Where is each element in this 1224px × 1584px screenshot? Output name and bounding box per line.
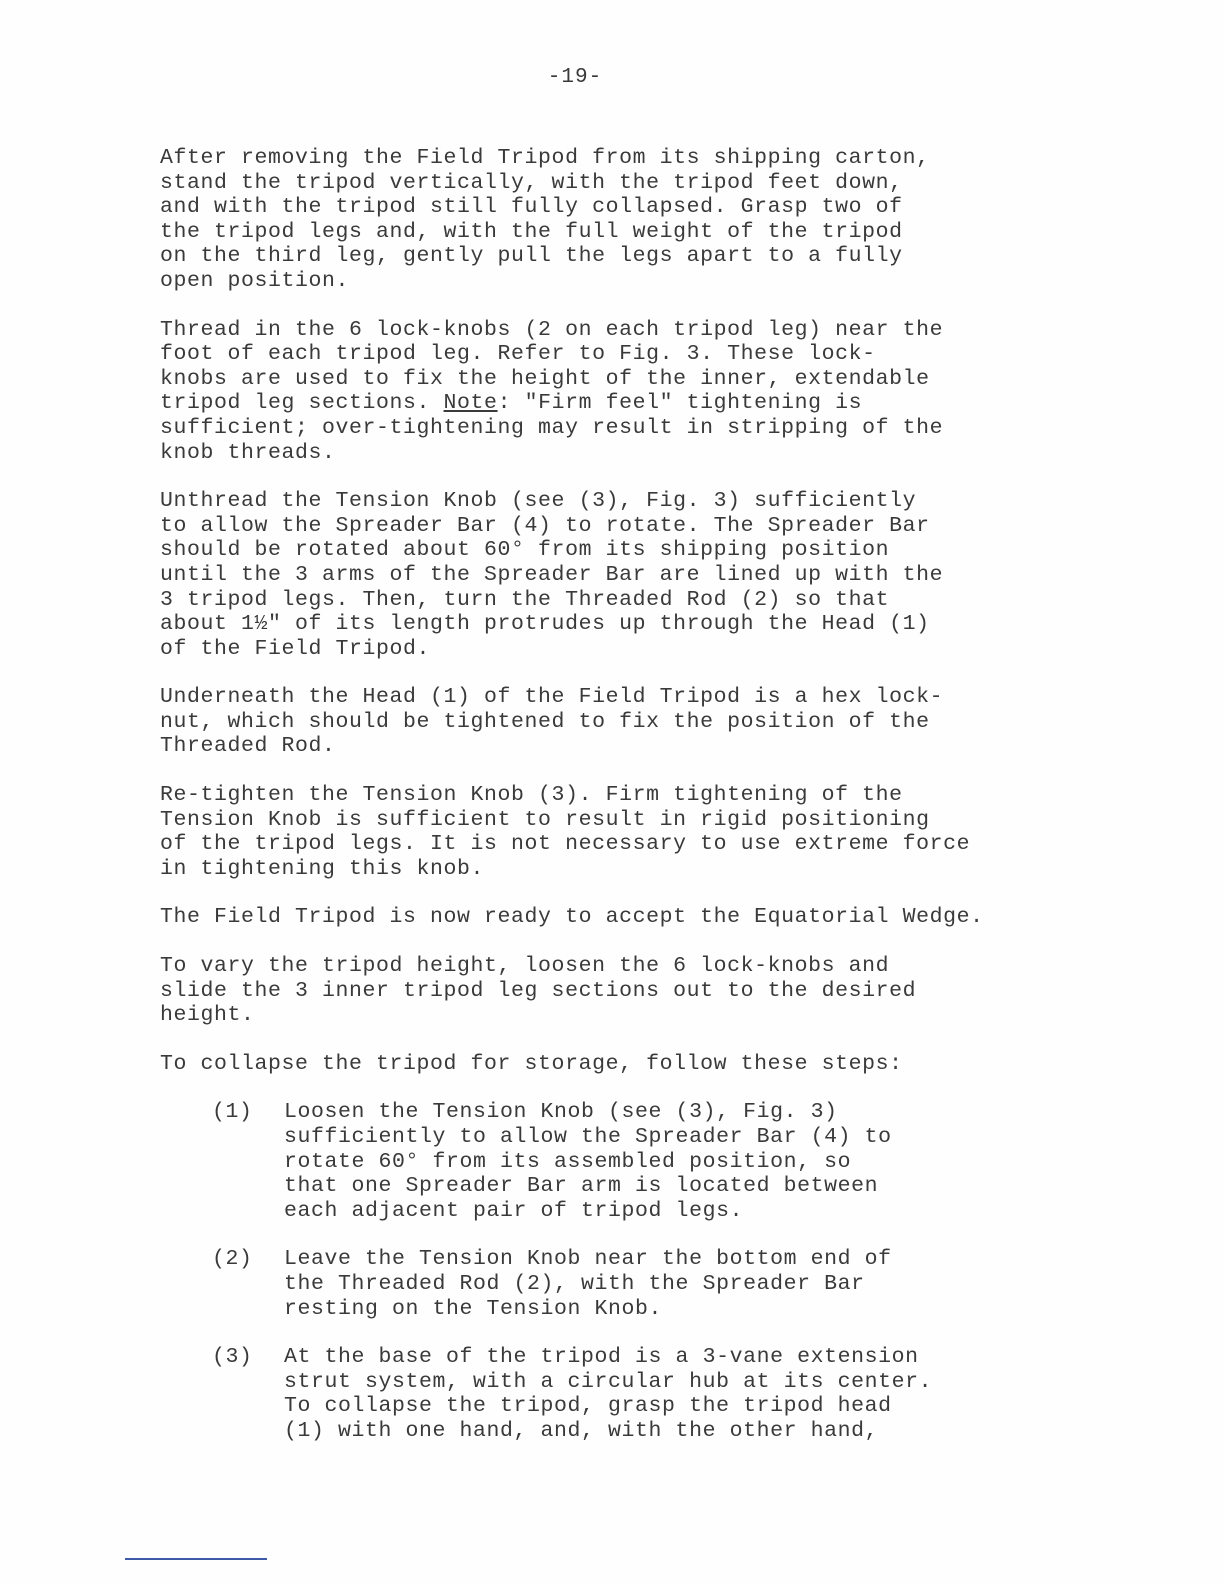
collapse-steps-list — [160, 1100, 1100, 1443]
paragraph-retighten: Re-tighten the Tension Knob (3). Firm tightening of the Tension Knob is sufficient to result in rigid positioning of the tripod legs. It is not necessary to use extreme force in tightening this knob. — [160, 783, 971, 881]
paragraph-lock-knobs — [160, 318, 1100, 466]
paragraph-lock-knobs-after: : "Firm feel" tightening is sufficient; over-tightening may result in stripping of the knob threads. — [160, 391, 944, 465]
paragraph-hex-locknut: Underneath the Head (1) of the Field Tripod is a hex lock- nut, which should be tightened to fix the position of the Threaded Rod. — [160, 685, 944, 759]
step-text: Loosen the Tension Knob (see (3), Fig. 3) sufficiently to allow the Spreader Bar (4) to rotate 60° from its assembled position, so that one Spreader Bar arm is located between each adjacent pair of tripod legs. — [284, 1100, 892, 1223]
list-item — [160, 1247, 1100, 1321]
paragraph-vary-height: To vary the tripod height, loosen the 6 lock-knobs and slide the 3 inner tripod leg sections out to the desired height. — [160, 954, 917, 1028]
list-item — [160, 1345, 1100, 1443]
step-text: At the base of the tripod is a 3-vane extension strut system, with a circular hub at its center. To collapse the tripod, grasp the tripod head (1) with one hand, and, with the other hand, — [284, 1345, 933, 1443]
body-text — [160, 146, 1100, 1468]
paragraph-lock-knobs-before: Thread in the 6 lock-knobs (2 on each tripod leg) near the foot of each tripod leg. Refer to Fig. 3. These lock- knobs are used to fix the height of the inner, extendable tripod leg sections. — [160, 317, 944, 416]
paragraph-collapse-intro: To collapse the tripod for storage, follow these steps: — [160, 1051, 903, 1076]
paragraph-ready: The Field Tripod is now ready to accept the Equatorial Wedge. — [160, 905, 984, 930]
list-item — [160, 1100, 1100, 1223]
step-number: (2) — [212, 1247, 253, 1272]
note-label: Note — [443, 391, 498, 416]
step-number: (1) — [212, 1100, 253, 1125]
paragraph-spreader-bar: Unthread the Tension Knob (see (3), Fig. 3) sufficiently to allow the Spreader Bar (4) to rotate. The Spreader Bar should be rotated about 60° from its shipping position until the 3 arms of the Spreader Bar are lined up with the 3 tripod legs. Then, turn the Threaded Rod (2) so that about 1½" of its length protrudes up through the Head (1) of the Field Tripod. — [160, 489, 944, 661]
page-number: -19- — [547, 66, 603, 89]
step-text: Leave the Tension Knob near the bottom end of the Threaded Rod (2), with the Spreader Bar resting on the Tension Knob. — [284, 1247, 892, 1321]
step-number: (3) — [212, 1345, 253, 1370]
paragraph-unpack-tripod: After removing the Field Tripod from its shipping carton, stand the tripod vertically, with the tripod feet down, and with the tripod still fully collapsed. Grasp two of the tripod legs and, with the full weight of the tripod on the third leg, gently pull the legs apart to a fully open position. — [160, 146, 930, 293]
footnote-rule — [125, 1558, 267, 1560]
